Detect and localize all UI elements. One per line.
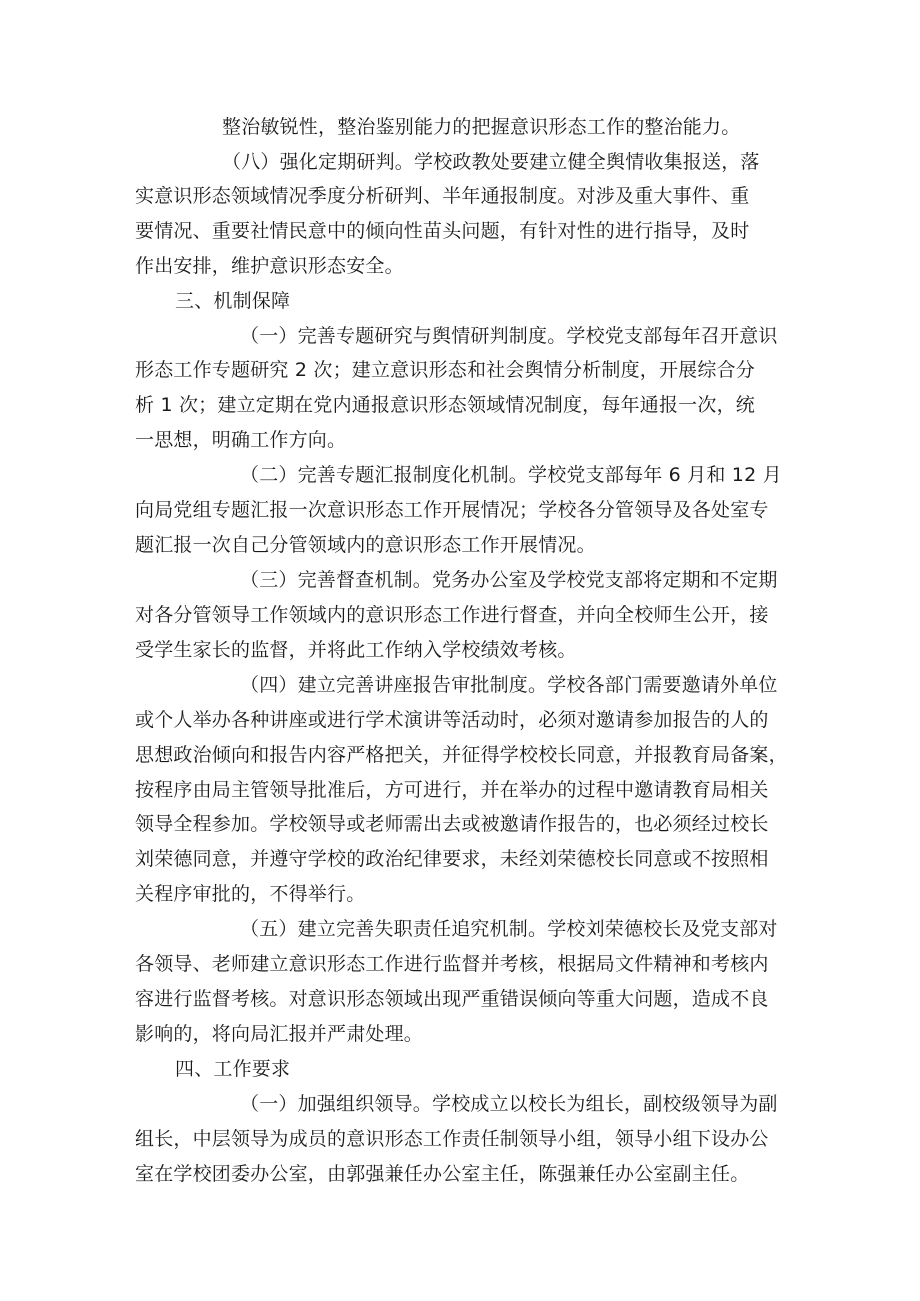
text-line: 领导全程参加。学校领导或老师需出去或被邀请作报告的，也必须经过校长 xyxy=(135,813,769,835)
text-line: 实意识形态领域情况季度分析研判、半年通报制度。对涉及重大事件、重 xyxy=(135,185,750,207)
text-line: 析 1 次；建立定期在党内通报意识形态领域情况制度，每年通报一次，统 xyxy=(135,394,755,416)
text-line: （五）建立完善失职责任追究机制。学校刘荣德校长及党支部对 xyxy=(240,918,778,940)
text-line: 刘荣德同意，并遵守学校的政治纪律要求，未经刘荣德校长同意或不按照相 xyxy=(135,848,769,870)
text-line: 作出安排，维护意识形态安全。 xyxy=(135,255,404,277)
text-line: 影响的，将向局汇报并严肃处理。 xyxy=(135,1023,424,1045)
text-line: 容进行监督考核。对意识形态领域出现严重错误倾向等重大问题，造成不良 xyxy=(135,988,769,1010)
section-heading: 四、工作要求 xyxy=(175,1058,291,1080)
text-line: 思想政治倾向和报告内容严格把关，并征得学校校长同意，并报教育局备案， xyxy=(135,744,788,766)
text-line: 关程序审批的，不得举行。 xyxy=(135,883,366,905)
text-line: 向局党组专题汇报一次意识形态工作开展情况；学校各分管领导及各处室专 xyxy=(135,499,769,521)
text-line: （八）强化定期研判。学校政教处要建立健全舆情收集报送，落 xyxy=(222,151,760,173)
text-line: 形态工作专题研究 2 次；建立意识形态和社会舆情分析制度，开展综合分 xyxy=(135,359,755,381)
text-line: 各领导、老师建立意识形态工作进行监督并考核，根据局文件精神和考核内 xyxy=(135,953,769,975)
text-line: 室在学校团委办公室，由郭强兼任办公室主任，陈强兼任办公室副主任。 xyxy=(135,1163,750,1185)
text-line: 整治敏锐性，整治鉴别能力的把握意识形态工作的整治能力。 xyxy=(222,116,741,138)
text-line: 受学生家长的监督，并将此工作纳入学校绩效考核。 xyxy=(135,639,577,661)
text-line: 一思想，明确工作方向。 xyxy=(135,429,347,451)
text-line: （三）完善督查机制。党务办公室及学校党支部将定期和不定期 xyxy=(240,569,778,591)
text-line: 或个人举办各种讲座或进行学术演讲等活动时，必须对邀请参加报告的人的 xyxy=(135,709,769,731)
text-line: 题汇报一次自己分管领域内的意识形态工作开展情况。 xyxy=(135,534,596,556)
text-line: 对各分管领导工作领域内的意识形态工作进行督查，并向全校师生公开，接 xyxy=(135,604,769,626)
text-line: 要情况、重要社情民意中的倾向性苗头问题，有针对性的进行指导，及时 xyxy=(135,220,750,242)
text-line: 组长，中层领导为成员的意识形态工作责任制领导小组，领导小组下设办公 xyxy=(135,1128,769,1150)
text-line: 按程序由局主管领导批准后，方可进行，并在举办的过程中邀请教育局相关 xyxy=(135,779,769,801)
text-line: （一）完善专题研究与舆情研判制度。学校党支部每年召开意识 xyxy=(240,325,778,347)
text-line: （一）加强组织领导。学校成立以校长为组长，副校级领导为副 xyxy=(240,1093,778,1115)
text-line: （二）完善专题汇报制度化机制。学校党支部每年 6 月和 12 月 xyxy=(240,464,782,486)
text-line: （四）建立完善讲座报告审批制度。学校各部门需要邀请外单位 xyxy=(240,674,778,696)
section-heading: 三、机制保障 xyxy=(175,290,291,312)
